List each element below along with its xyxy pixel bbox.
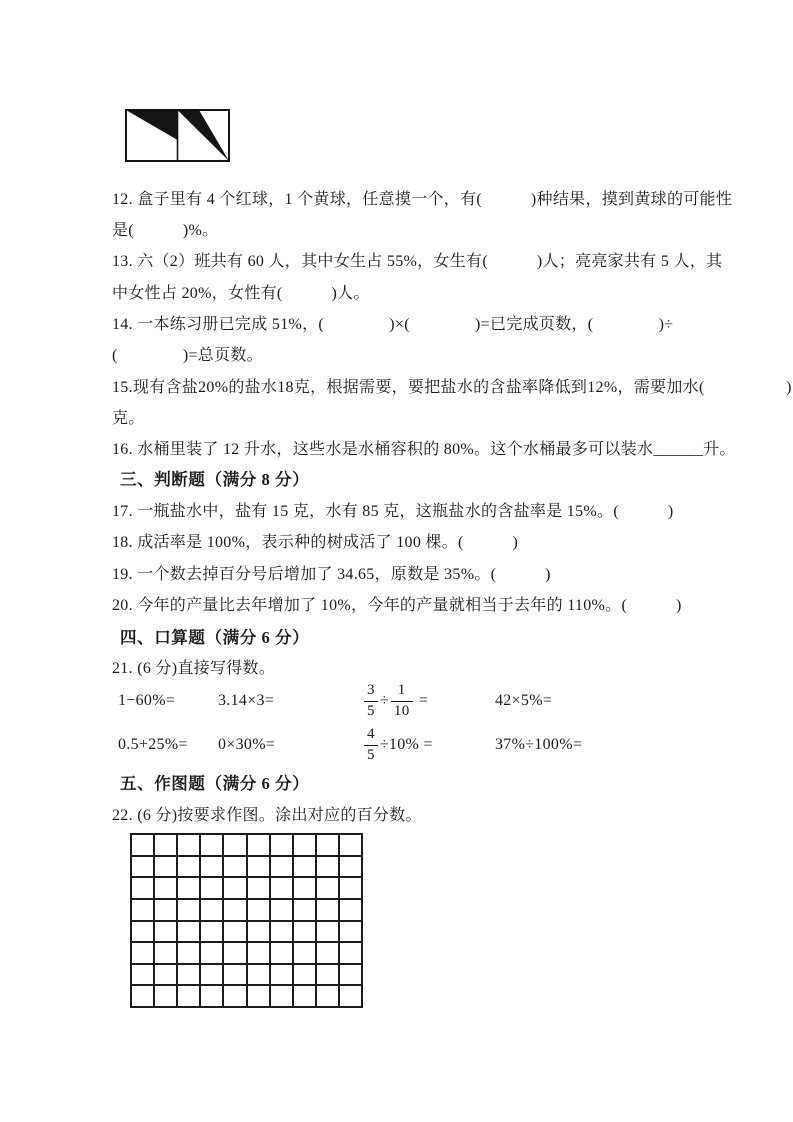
- expression-text: 1−60%=: [118, 692, 176, 709]
- fraction-numerator: 3: [367, 681, 375, 698]
- grid-cell: [294, 900, 315, 920]
- grid-cell: [340, 922, 361, 942]
- grid-cell: [340, 943, 361, 963]
- grid-cell: [340, 857, 361, 877]
- question-15-line-1: 15.现有含盐20%的盐水18克，根据需要，要把盐水的含盐率降低到12%，需要加水( ): [112, 379, 792, 396]
- question-22: 22. (6 分)按要求作图。涂出对应的百分数。: [112, 807, 422, 824]
- oral-expression-r2c1: [118, 728, 188, 762]
- grid-cell: [178, 857, 199, 877]
- grid-cell: [248, 965, 269, 985]
- question-13-line-2: 中女性占 20%，女性有( )人。: [112, 285, 370, 302]
- oral-expression-r1c2: [218, 684, 274, 718]
- equals-sign: =: [414, 692, 429, 709]
- question-12-line-2: 是( )%。: [112, 222, 219, 239]
- question-13-line-1: 13. 六（2）班共有 60 人，其中女生占 55%，女生有( )人；亮亮家共有 5 人，其: [112, 253, 723, 270]
- grid-cell: [271, 878, 292, 898]
- grid-cell: [317, 878, 338, 898]
- grid-cell: [294, 878, 315, 898]
- expression-rest: ÷10% =: [379, 736, 433, 753]
- grid-cell: [132, 986, 153, 1006]
- grid-cell: [132, 857, 153, 877]
- grid-cell: [132, 943, 153, 963]
- grid-cell: [317, 922, 338, 942]
- grid-cell: [201, 835, 222, 855]
- grid-cell: [271, 857, 292, 877]
- question-20: 20. 今年的产量比去年增加了 10%，今年的产量就相当于去年的 110%。( ): [112, 597, 682, 614]
- grid-cell: [248, 857, 269, 877]
- grid-cell: [294, 835, 315, 855]
- grid-cell: [317, 986, 338, 1006]
- question-17: 17. 一瓶盐水中，盐有 15 克，水有 85 克，这瓶盐水的含盐率是 15%。( ): [112, 503, 674, 520]
- grid-cell: [317, 900, 338, 920]
- percent-grid: [130, 833, 363, 1008]
- grid-cell: [132, 965, 153, 985]
- grid-cell: [271, 900, 292, 920]
- grid-cell: [132, 835, 153, 855]
- fraction-numerator: 4: [367, 725, 375, 742]
- grid-cell: [294, 986, 315, 1006]
- expression-text: 37%÷100%=: [495, 736, 583, 753]
- grid-cell: [271, 943, 292, 963]
- grid-cell: [340, 900, 361, 920]
- grid-cell: [317, 943, 338, 963]
- oral-expression-r2c3: [362, 725, 433, 763]
- fraction-numerator: 1: [397, 681, 406, 698]
- grid-cell: [224, 878, 245, 898]
- fraction-denominator: 10: [391, 701, 413, 720]
- expression-text: 3.14×3=: [218, 692, 275, 709]
- grid-cell: [201, 965, 222, 985]
- grid-cell: [178, 922, 199, 942]
- expression-text: 42×5%=: [495, 692, 553, 709]
- grid-cell: [248, 986, 269, 1006]
- grid-cell: [317, 835, 338, 855]
- grid-cell: [340, 878, 361, 898]
- fraction-denominator: 5: [364, 745, 378, 764]
- grid-cell: [132, 900, 153, 920]
- grid-cell: [248, 835, 269, 855]
- grid-cell: [224, 857, 245, 877]
- grid-cell: [248, 943, 269, 963]
- grid-cell: [155, 900, 176, 920]
- grid-cell: [155, 986, 176, 1006]
- grid-cell: [178, 878, 199, 898]
- question-14-line-1: 14. 一本练习册已完成 51%，( )×( )=已完成页数，( )÷: [112, 316, 674, 333]
- grid-cell: [271, 835, 292, 855]
- grid-cell: [248, 900, 269, 920]
- grid-cell: [224, 986, 245, 1006]
- grid-cell: [178, 900, 199, 920]
- grid-cell: [224, 943, 245, 963]
- question-21: 21. (6 分)直接写得数。: [112, 660, 276, 677]
- grid-cell: [317, 965, 338, 985]
- fraction-four-fifths: [364, 727, 378, 764]
- section-title-draw: 五、作图题（满分 6 分）: [120, 774, 310, 793]
- grid-cell: [248, 878, 269, 898]
- oral-expression-r1c1: [118, 684, 175, 718]
- shaded-squares-svg: [125, 109, 230, 162]
- grid-cell: [178, 943, 199, 963]
- grid-cell: [178, 965, 199, 985]
- question-12-line-1: 12. 盒子里有 4 个红球，1 个黄球，任意摸一个，有( )种结果，摸到黄球的可能性: [112, 191, 733, 208]
- grid-cell: [317, 857, 338, 877]
- divide-operator: ÷: [379, 692, 389, 709]
- question-16: 16. 水桶里装了 12 升水，这些水是水桶容积的 80%。这个水桶最多可以装水______升。: [112, 441, 736, 458]
- grid-cell: [294, 943, 315, 963]
- grid-cell: [178, 986, 199, 1006]
- grid-cell: [294, 965, 315, 985]
- fraction-one-tenth: [391, 683, 413, 720]
- question-15-line-2: 克。: [112, 410, 145, 427]
- grid-cell: [224, 922, 245, 942]
- grid-cell: [224, 900, 245, 920]
- grid-cell: [224, 835, 245, 855]
- grid-cell: [271, 986, 292, 1006]
- grid-cell: [132, 878, 153, 898]
- grid-cell: [155, 965, 176, 985]
- oral-expression-r1c4: [495, 684, 552, 718]
- grid-cell: [201, 922, 222, 942]
- grid-cell: [271, 965, 292, 985]
- grid-cell: [132, 922, 153, 942]
- grid-cell: [271, 922, 292, 942]
- grid-cell: [201, 900, 222, 920]
- grid-cell: [155, 943, 176, 963]
- grid-cell: [155, 857, 176, 877]
- grid-cell: [340, 986, 361, 1006]
- question-19: 19. 一个数去掉百分号后增加了 34.65，原数是 35%。( ): [112, 566, 551, 583]
- oral-expression-r1c3: [362, 681, 429, 719]
- grid-cell: [201, 986, 222, 1006]
- grid-cell: [294, 857, 315, 877]
- grid-cell: [155, 835, 176, 855]
- grid-cell: [340, 965, 361, 985]
- grid-cell: [201, 878, 222, 898]
- expression-text: 0×30%=: [218, 736, 276, 753]
- grid-cell: [178, 835, 199, 855]
- fraction-three-fifths: [364, 683, 378, 720]
- oral-expression-r2c2: [218, 728, 275, 762]
- grid-cell: [201, 857, 222, 877]
- section-title-judge: 三、判断题（满分 8 分）: [120, 470, 310, 489]
- grid-cell: [294, 922, 315, 942]
- oral-expression-r2c4: [495, 728, 582, 762]
- grid-cell: [155, 922, 176, 942]
- grid-cell: [248, 922, 269, 942]
- grid-cell: [224, 965, 245, 985]
- grid-cell: [201, 943, 222, 963]
- fraction-denominator: 5: [364, 701, 378, 720]
- section-title-oral: 四、口算题（满分 6 分）: [120, 628, 310, 647]
- question-14-line-2: ( )=总页数。: [112, 347, 263, 364]
- grid-cell: [340, 835, 361, 855]
- shaded-squares-figure: [125, 109, 230, 162]
- question-18: 18. 成活率是 100%，表示种的树成活了 100 棵。( ): [112, 534, 519, 551]
- expression-text: 0.5+25%=: [118, 736, 188, 753]
- grid-cell: [155, 878, 176, 898]
